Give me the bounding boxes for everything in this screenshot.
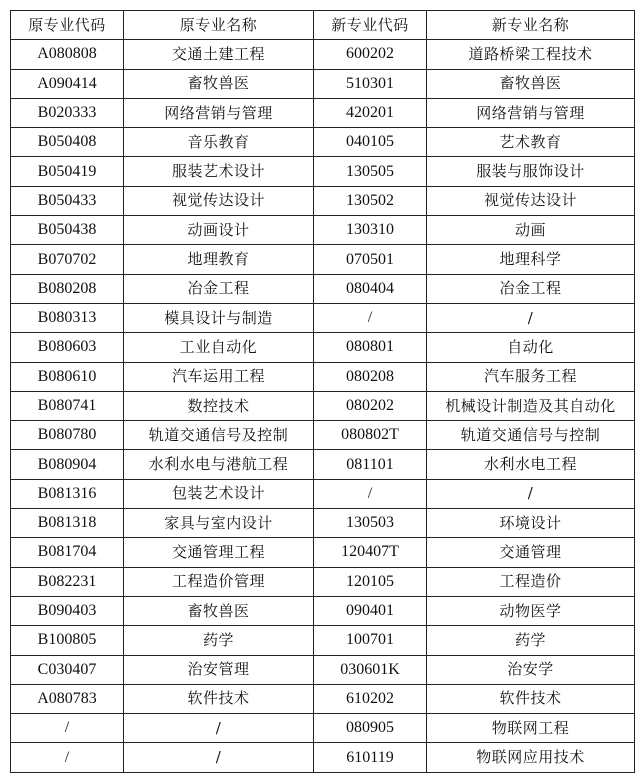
old-code-cell: B080610	[11, 362, 124, 391]
new-name-cell: 艺术教育	[427, 128, 635, 157]
table-row	[11, 391, 635, 420]
table-row	[11, 69, 635, 98]
table-row	[11, 538, 635, 567]
header-new-code: 新专业代码	[314, 11, 427, 40]
table-row	[11, 40, 635, 69]
table-row	[11, 128, 635, 157]
table-row	[11, 157, 635, 186]
table-row	[11, 98, 635, 127]
old-code-cell: /	[11, 714, 124, 743]
old-code-cell: B050419	[11, 157, 124, 186]
new-name-cell: /	[427, 303, 635, 332]
new-name-cell: 服装与服饰设计	[427, 157, 635, 186]
old-code-cell: B080208	[11, 274, 124, 303]
new-name-cell: 治安学	[427, 655, 635, 684]
new-code-cell: 080905	[314, 714, 427, 743]
old-code-cell: B020333	[11, 98, 124, 127]
old-code-cell: B050408	[11, 128, 124, 157]
table-row	[11, 186, 635, 215]
old-code-cell: B050433	[11, 186, 124, 215]
table-row	[11, 303, 635, 332]
old-code-cell: B081318	[11, 509, 124, 538]
old-code-cell: B080313	[11, 303, 124, 332]
header-new-name: 新专业名称	[427, 11, 635, 40]
new-name-cell: 道路桥梁工程技术	[427, 40, 635, 69]
old-name-cell: 动画设计	[124, 216, 314, 245]
new-code-cell: 080801	[314, 333, 427, 362]
table-row	[11, 567, 635, 596]
table-row	[11, 655, 635, 684]
new-code-cell: 510301	[314, 69, 427, 98]
old-code-cell: /	[11, 743, 124, 772]
table-row	[11, 626, 635, 655]
new-code-cell: 600202	[314, 40, 427, 69]
new-name-cell: 环境设计	[427, 509, 635, 538]
table-row	[11, 714, 635, 743]
new-name-cell: 畜牧兽医	[427, 69, 635, 98]
old-name-cell: 畜牧兽医	[124, 596, 314, 625]
new-code-cell: 130505	[314, 157, 427, 186]
table-row	[11, 333, 635, 362]
old-code-cell: B080780	[11, 421, 124, 450]
new-code-cell: 420201	[314, 98, 427, 127]
new-name-cell: 动物医学	[427, 596, 635, 625]
new-name-cell: 地理科学	[427, 245, 635, 274]
old-name-cell: 轨道交通信号及控制	[124, 421, 314, 450]
new-code-cell: 070501	[314, 245, 427, 274]
new-name-cell: 物联网应用技术	[427, 743, 635, 772]
new-name-cell: 交通管理	[427, 538, 635, 567]
old-name-cell: /	[124, 743, 314, 772]
new-code-cell: 030601K	[314, 655, 427, 684]
table-body	[11, 40, 635, 772]
new-code-cell: 120407T	[314, 538, 427, 567]
old-name-cell: 视觉传达设计	[124, 186, 314, 215]
new-code-cell: 120105	[314, 567, 427, 596]
old-code-cell: B080741	[11, 391, 124, 420]
new-code-cell: 130502	[314, 186, 427, 215]
old-name-cell: 模具设计与制造	[124, 303, 314, 332]
new-code-cell: 130503	[314, 509, 427, 538]
new-name-cell: 动画	[427, 216, 635, 245]
old-code-cell: B050438	[11, 216, 124, 245]
old-name-cell: 药学	[124, 626, 314, 655]
table-row	[11, 216, 635, 245]
old-code-cell: B082231	[11, 567, 124, 596]
new-code-cell: 130310	[314, 216, 427, 245]
new-name-cell: /	[427, 479, 635, 508]
old-name-cell: 交通土建工程	[124, 40, 314, 69]
new-name-cell: 软件技术	[427, 684, 635, 713]
new-code-cell: 080208	[314, 362, 427, 391]
old-code-cell: A080808	[11, 40, 124, 69]
new-code-cell: 080802T	[314, 421, 427, 450]
major-mapping-table	[10, 10, 635, 773]
table-row	[11, 743, 635, 772]
old-name-cell: 数控技术	[124, 391, 314, 420]
header-row	[11, 11, 635, 40]
new-code-cell: 610119	[314, 743, 427, 772]
old-name-cell: 软件技术	[124, 684, 314, 713]
old-name-cell: /	[124, 714, 314, 743]
table-row	[11, 274, 635, 303]
new-name-cell: 工程造价	[427, 567, 635, 596]
old-name-cell: 汽车运用工程	[124, 362, 314, 391]
table-row	[11, 684, 635, 713]
new-code-cell: 080404	[314, 274, 427, 303]
old-code-cell: A080783	[11, 684, 124, 713]
new-name-cell: 轨道交通信号与控制	[427, 421, 635, 450]
new-code-cell: 090401	[314, 596, 427, 625]
old-name-cell: 网络营销与管理	[124, 98, 314, 127]
old-name-cell: 音乐教育	[124, 128, 314, 157]
new-name-cell: 物联网工程	[427, 714, 635, 743]
table-row	[11, 450, 635, 479]
new-code-cell: /	[314, 479, 427, 508]
old-name-cell: 冶金工程	[124, 274, 314, 303]
header-old-code: 原专业代码	[11, 11, 124, 40]
old-code-cell: B070702	[11, 245, 124, 274]
new-code-cell: 100701	[314, 626, 427, 655]
old-code-cell: B081704	[11, 538, 124, 567]
table-row	[11, 421, 635, 450]
old-name-cell: 包装艺术设计	[124, 479, 314, 508]
table-row	[11, 596, 635, 625]
new-code-cell: 610202	[314, 684, 427, 713]
new-name-cell: 网络营销与管理	[427, 98, 635, 127]
new-name-cell: 自动化	[427, 333, 635, 362]
new-name-cell: 视觉传达设计	[427, 186, 635, 215]
old-code-cell: B100805	[11, 626, 124, 655]
new-name-cell: 水利水电工程	[427, 450, 635, 479]
new-name-cell: 汽车服务工程	[427, 362, 635, 391]
old-code-cell: B081316	[11, 479, 124, 508]
old-name-cell: 工程造价管理	[124, 567, 314, 596]
new-name-cell: 药学	[427, 626, 635, 655]
old-name-cell: 交通管理工程	[124, 538, 314, 567]
header-old-name: 原专业名称	[124, 11, 314, 40]
old-code-cell: C030407	[11, 655, 124, 684]
new-code-cell: 081101	[314, 450, 427, 479]
old-code-cell: A090414	[11, 69, 124, 98]
new-code-cell: 080202	[314, 391, 427, 420]
old-name-cell: 家具与室内设计	[124, 509, 314, 538]
table-row	[11, 245, 635, 274]
old-name-cell: 水利水电与港航工程	[124, 450, 314, 479]
old-code-cell: B090403	[11, 596, 124, 625]
new-name-cell: 机械设计制造及其自动化	[427, 391, 635, 420]
new-name-cell: 冶金工程	[427, 274, 635, 303]
old-name-cell: 工业自动化	[124, 333, 314, 362]
old-name-cell: 畜牧兽医	[124, 69, 314, 98]
old-name-cell: 服装艺术设计	[124, 157, 314, 186]
old-code-cell: B080603	[11, 333, 124, 362]
old-name-cell: 地理教育	[124, 245, 314, 274]
table-header	[11, 11, 635, 40]
table-row	[11, 479, 635, 508]
old-name-cell: 治安管理	[124, 655, 314, 684]
table-row	[11, 362, 635, 391]
table-row	[11, 509, 635, 538]
new-code-cell: /	[314, 303, 427, 332]
old-code-cell: B080904	[11, 450, 124, 479]
new-code-cell: 040105	[314, 128, 427, 157]
